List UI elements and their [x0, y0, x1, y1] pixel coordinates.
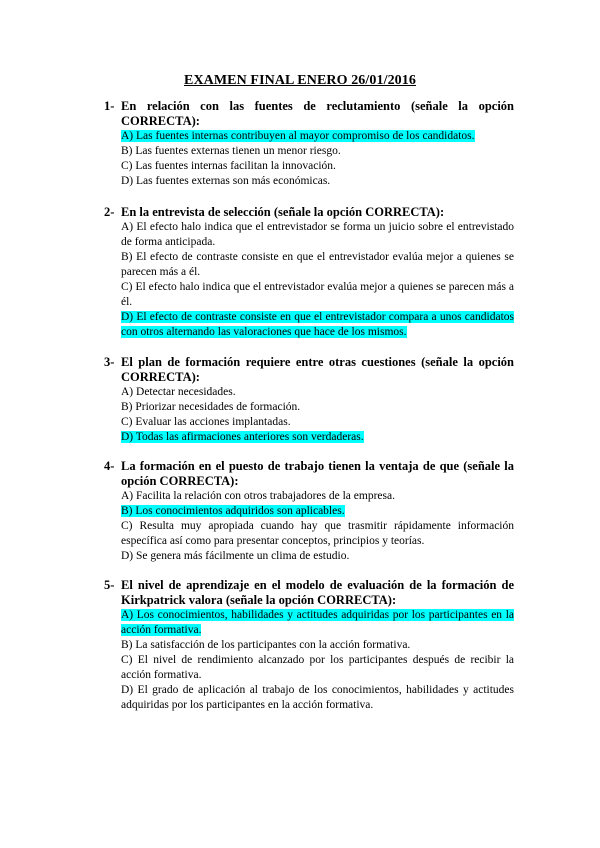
exam-title: EXAMEN FINAL ENERO 26/01/2016: [184, 73, 416, 88]
question-3: [104, 355, 514, 445]
highlighted-answer: B) Los conocimientos adquiridos son aplicables.: [121, 505, 345, 517]
question-number: 3-: [104, 355, 115, 369]
option-a: A) Facilita la relación con otros trabajadores de la empresa.: [121, 490, 395, 502]
option-d: [121, 310, 514, 340]
question-5: [104, 578, 514, 713]
option-a: [121, 608, 514, 638]
option-c: C) Las fuentes internas facilitan la innovación.: [121, 160, 336, 172]
question-text: La formación en el puesto de trabajo tienen la ventaja de que (señale la opción CORRECTA):: [121, 459, 514, 488]
option-b: B) La satisfacción de los participantes con la acción formativa.: [121, 639, 411, 651]
option-c: C) Resulta muy apropiada cuando hay que trasmitir rápidamente información específica así como para presentar conceptos, principios y teorías.: [121, 520, 514, 547]
option-b: B) Priorizar necesidades de formación.: [121, 401, 301, 413]
question-number: 5-: [104, 578, 115, 592]
question-number: 4-: [104, 459, 115, 473]
option-b: [121, 504, 514, 519]
question-header: [104, 205, 514, 220]
question-header: [104, 355, 514, 385]
option-a: A) Detectar necesidades.: [121, 386, 236, 398]
option-d: [121, 430, 514, 445]
question-number: 1-: [104, 99, 115, 113]
highlighted-answer: D) El efecto de contraste consiste en que el entrevistador compara a unos candidatos con otros alternando las valoraciones que hace de los mismos.: [121, 311, 514, 338]
highlighted-answer: A) Los conocimientos, habilidades y actitudes adquiridas por los participantes en la acción formativa.: [121, 609, 514, 636]
option-d: D) El grado de aplicación al trabajo de los conocimientos, habilidades y actitudes adquiridas por los participantes en la acción formativa.: [121, 684, 514, 711]
option-c: C) El efecto halo indica que el entrevistador evalúa mejor a quienes se parecen más a él.: [121, 281, 514, 308]
option-a: [121, 129, 514, 144]
option-a: A) El efecto halo indica que el entrevistador se forma un juicio sobre el entrevistado de forma anticipada.: [121, 221, 514, 248]
highlighted-answer: D) Todas las afirmaciones anteriores son verdaderas.: [121, 431, 364, 443]
question-2: [104, 205, 514, 340]
question-text: En relación con las fuentes de reclutamiento (señale la opción CORRECTA):: [121, 99, 514, 128]
option-c: C) Evaluar las acciones implantadas.: [121, 416, 291, 428]
question-header: [104, 578, 514, 608]
option-c: C) El nivel de rendimiento alcanzado por los participantes después de recibir la acción formativa.: [121, 654, 514, 681]
question-text: El nivel de aprendizaje en el modelo de evaluación de la formación de Kirkpatrick valora (señale la opción CORRECTA):: [121, 578, 514, 607]
question-header: [104, 99, 514, 129]
option-b: B) El efecto de contraste consiste en que el entrevistador evalúa mejor a quienes se parecen más a él.: [121, 251, 514, 278]
option-d: D) Las fuentes externas son más económicas.: [121, 175, 331, 187]
option-d: D) Se genera más fácilmente un clima de estudio.: [121, 550, 350, 562]
question-text: En la entrevista de selección (señale la opción CORRECTA):: [121, 205, 445, 219]
option-b: B) Las fuentes externas tienen un menor riesgo.: [121, 145, 341, 157]
question-text: El plan de formación requiere entre otras cuestiones (señale la opción CORRECTA):: [121, 355, 514, 384]
question-header: [104, 459, 514, 489]
question-4: [104, 459, 514, 564]
question-1: [104, 99, 514, 189]
question-number: 2-: [104, 205, 115, 219]
highlighted-answer: A) Las fuentes internas contribuyen al mayor compromiso de los candidatos.: [121, 130, 475, 142]
